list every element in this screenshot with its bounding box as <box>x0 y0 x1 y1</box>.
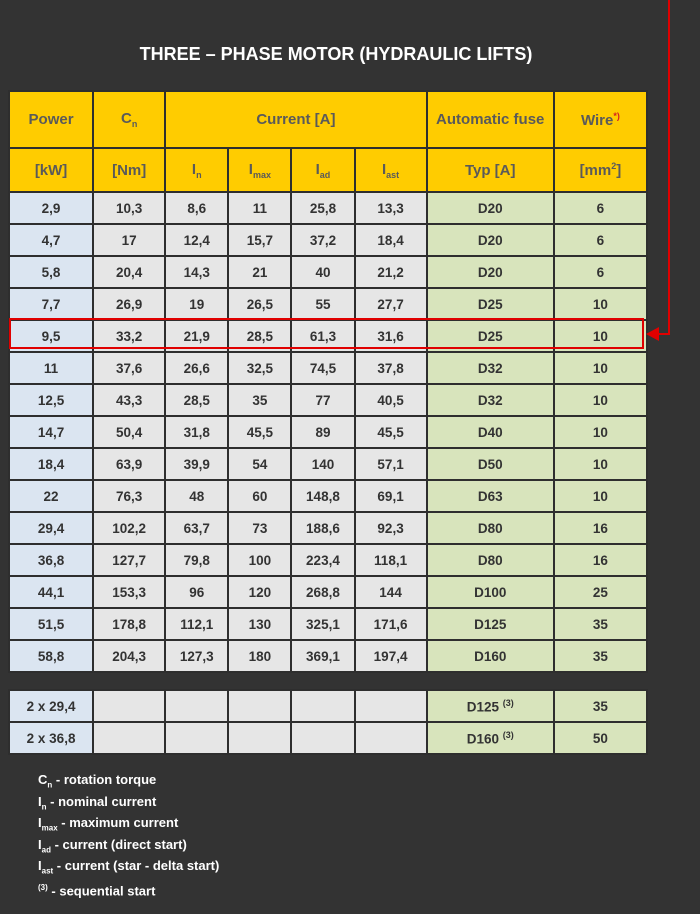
cell-imax: 120 <box>228 576 291 608</box>
cell-iast: 21,2 <box>355 256 427 288</box>
cell-wire: 35 <box>554 640 647 672</box>
cell-wire: 16 <box>554 512 647 544</box>
cell-imax: 54 <box>228 448 291 480</box>
cell-iast: 45,5 <box>355 416 427 448</box>
cell-imax: 45,5 <box>228 416 291 448</box>
cell-iad: 148,8 <box>291 480 354 512</box>
cell-fuse: D160 $^{(3)}$ <box>427 722 554 754</box>
cell-imax: 35 <box>228 384 291 416</box>
cell-iast: 197,4 <box>355 640 427 672</box>
cell-power: 2 x 29,4 <box>9 690 93 722</box>
table-row <box>9 384 647 416</box>
cell-fuse: D80 <box>427 512 554 544</box>
cell-wire: 10 <box>554 480 647 512</box>
spacer-row <box>9 672 647 690</box>
cell-cn: 76,3 <box>93 480 165 512</box>
cell-iad: 61,3 <box>291 320 354 352</box>
cell-in: 63,7 <box>165 512 228 544</box>
cell-wire: 16 <box>554 544 647 576</box>
cell-empty <box>165 722 228 754</box>
cell-cn: 43,3 <box>93 384 165 416</box>
cell-iast: 171,6 <box>355 608 427 640</box>
table-row <box>9 288 647 320</box>
table-row <box>9 416 647 448</box>
cell-wire: 35 <box>554 690 647 722</box>
header-cn: $C_n$ <box>93 91 165 148</box>
cell-power: 2 x 36,8 <box>9 722 93 754</box>
header-automatic-fuse: Automatic fuse <box>427 91 554 148</box>
cell-imax: 130 <box>228 608 291 640</box>
cell-wire: 6 <box>554 256 647 288</box>
header-wire: Wire*) <box>554 91 647 148</box>
cell-iad: 223,4 <box>291 544 354 576</box>
cell-in: 31,8 <box>165 416 228 448</box>
cell-iad: 325,1 <box>291 608 354 640</box>
cell-power: 22 <box>9 480 93 512</box>
cell-fuse: D125 $^{(3)}$ <box>427 690 554 722</box>
table-row <box>9 544 647 576</box>
cell-cn: 127,7 <box>93 544 165 576</box>
cell-empty <box>355 722 427 754</box>
header-in: $I_n$ <box>165 148 228 192</box>
cell-wire: 35 <box>554 608 647 640</box>
cell-in: 12,4 <box>165 224 228 256</box>
cell-wire: 6 <box>554 192 647 224</box>
header-current: Current [A] <box>165 91 426 148</box>
cell-wire: 10 <box>554 448 647 480</box>
cell-iad: 188,6 <box>291 512 354 544</box>
cell-cn: 33,2 <box>93 320 165 352</box>
table-row-dual-motor <box>9 690 647 722</box>
cell-iad: 140 <box>291 448 354 480</box>
cell-in: 14,3 <box>165 256 228 288</box>
pointer-arrow-line <box>668 0 670 335</box>
legend-item: $I_n$ - nominal current <box>38 793 157 812</box>
header-iad: $I_{ad}$ <box>291 148 354 192</box>
cell-fuse: D20 <box>427 256 554 288</box>
table-row <box>9 480 647 512</box>
cell-power: 2,9 <box>9 192 93 224</box>
header-power: Power <box>9 91 93 148</box>
cell-power: 9,5 <box>9 320 93 352</box>
legend-item: $C_n$ - rotation torque <box>38 772 157 790</box>
cell-cn: 50,4 <box>93 416 165 448</box>
header-unit-nm: [Nm] <box>93 148 165 192</box>
header-row-2 <box>9 148 647 192</box>
cell-empty <box>355 690 427 722</box>
legend <box>38 772 219 899</box>
cell-iast: 13,3 <box>355 192 427 224</box>
cell-iad: 55 <box>291 288 354 320</box>
cell-empty <box>93 722 165 754</box>
cell-in: 26,6 <box>165 352 228 384</box>
cell-wire: 50 <box>554 722 647 754</box>
cell-power: 36,8 <box>9 544 93 576</box>
cell-fuse: D40 <box>427 416 554 448</box>
cell-in: 21,9 <box>165 320 228 352</box>
cell-in: 96 <box>165 576 228 608</box>
table-row <box>9 192 647 224</box>
cell-cn: 17 <box>93 224 165 256</box>
cell-wire: 10 <box>554 416 647 448</box>
table-row <box>9 256 647 288</box>
cell-power: 12,5 <box>9 384 93 416</box>
pointer-arrow-connector <box>658 333 670 335</box>
table-row <box>9 320 647 352</box>
cell-iast: 18,4 <box>355 224 427 256</box>
cell-iast: 40,5 <box>355 384 427 416</box>
cell-iad: 40 <box>291 256 354 288</box>
cell-iad: 89 <box>291 416 354 448</box>
cell-cn: 153,3 <box>93 576 165 608</box>
header-unit-kw: [kW] <box>9 148 93 192</box>
cell-iast: 118,1 <box>355 544 427 576</box>
cell-iad: 74,5 <box>291 352 354 384</box>
cell-iad: 268,8 <box>291 576 354 608</box>
cell-cn: 204,3 <box>93 640 165 672</box>
cell-empty <box>93 690 165 722</box>
cell-fuse: D20 <box>427 224 554 256</box>
cell-in: 19 <box>165 288 228 320</box>
table-row <box>9 512 647 544</box>
cell-fuse: D63 <box>427 480 554 512</box>
cell-iad: 37,2 <box>291 224 354 256</box>
cell-fuse: D32 <box>427 384 554 416</box>
cell-in: 8,6 <box>165 192 228 224</box>
cell-fuse: D25 <box>427 320 554 352</box>
cell-cn: 10,3 <box>93 192 165 224</box>
legend-item: $^{(3)}$ - sequential start <box>38 882 156 899</box>
cell-imax: 26,5 <box>228 288 291 320</box>
table-row <box>9 224 647 256</box>
cell-cn: 26,9 <box>93 288 165 320</box>
cell-imax: 60 <box>228 480 291 512</box>
cell-power: 4,7 <box>9 224 93 256</box>
cell-in: 112,1 <box>165 608 228 640</box>
table-row-dual-motor <box>9 722 647 754</box>
legend-item: $I_{ast}$ - current (star - delta start) <box>38 858 220 876</box>
cell-empty <box>228 722 291 754</box>
cell-imax: 100 <box>228 544 291 576</box>
cell-iad: 77 <box>291 384 354 416</box>
cell-power: 44,1 <box>9 576 93 608</box>
cell-cn: 102,2 <box>93 512 165 544</box>
cell-fuse: D50 <box>427 448 554 480</box>
table-row <box>9 448 647 480</box>
cell-fuse: D100 <box>427 576 554 608</box>
cell-power: 14,7 <box>9 416 93 448</box>
cell-fuse: D160 <box>427 640 554 672</box>
table-row <box>9 640 647 672</box>
cell-in: 48 <box>165 480 228 512</box>
cell-empty <box>165 690 228 722</box>
cell-power: 7,7 <box>9 288 93 320</box>
cell-in: 127,3 <box>165 640 228 672</box>
cell-power: 11 <box>9 352 93 384</box>
header-imax: $I_{max}$ <box>228 148 291 192</box>
cell-iast: 31,6 <box>355 320 427 352</box>
cell-iast: 144 <box>355 576 427 608</box>
cell-wire: 10 <box>554 288 647 320</box>
cell-cn: 63,9 <box>93 448 165 480</box>
cell-fuse: D125 <box>427 608 554 640</box>
cell-empty <box>291 722 354 754</box>
cell-iast: 92,3 <box>355 512 427 544</box>
cell-imax: 11 <box>228 192 291 224</box>
cell-fuse: D32 <box>427 352 554 384</box>
cell-imax: 32,5 <box>228 352 291 384</box>
header-iast: $I_{ast}$ <box>355 148 427 192</box>
cell-fuse: D20 <box>427 192 554 224</box>
cell-cn: 178,8 <box>93 608 165 640</box>
cell-in: 28,5 <box>165 384 228 416</box>
cell-imax: 21 <box>228 256 291 288</box>
cell-power: 51,5 <box>9 608 93 640</box>
header-mm2: $[mm^2]$ <box>554 148 647 192</box>
cell-iad: 369,1 <box>291 640 354 672</box>
cell-in: 79,8 <box>165 544 228 576</box>
cell-cn: 37,6 <box>93 352 165 384</box>
cell-fuse: D25 <box>427 288 554 320</box>
cell-iast: 37,8 <box>355 352 427 384</box>
cell-power: 5,8 <box>9 256 93 288</box>
cell-fuse: D80 <box>427 544 554 576</box>
cell-empty <box>291 690 354 722</box>
legend-item: $I_{ad}$ - current (direct start) <box>38 836 187 855</box>
header-row-1 <box>9 91 647 148</box>
cell-wire: 10 <box>554 320 647 352</box>
legend-item: $I_{max}$ - maximum current <box>38 815 179 833</box>
cell-wire: 10 <box>554 352 647 384</box>
cell-empty <box>228 690 291 722</box>
cell-power: 58,8 <box>9 640 93 672</box>
cell-imax: 15,7 <box>228 224 291 256</box>
cell-imax: 73 <box>228 512 291 544</box>
cell-imax: 180 <box>228 640 291 672</box>
cell-iast: 57,1 <box>355 448 427 480</box>
cell-power: 29,4 <box>9 512 93 544</box>
cell-wire: 25 <box>554 576 647 608</box>
table-row <box>9 608 647 640</box>
cell-iast: 27,7 <box>355 288 427 320</box>
cell-wire: 6 <box>554 224 647 256</box>
header-typ: Typ [A] <box>427 148 554 192</box>
cell-cn: 20,4 <box>93 256 165 288</box>
cell-wire: 10 <box>554 384 647 416</box>
table-row <box>9 576 647 608</box>
table-row <box>9 352 647 384</box>
page-title: THREE – PHASE MOTOR (HYDRAULIC LIFTS) <box>139 44 533 64</box>
pointer-arrow-icon <box>646 327 659 341</box>
cell-in: 39,9 <box>165 448 228 480</box>
cell-iast: 69,1 <box>355 480 427 512</box>
cell-imax: 28,5 <box>228 320 291 352</box>
cell-iad: 25,8 <box>291 192 354 224</box>
cell-power: 18,4 <box>9 448 93 480</box>
motor-table <box>8 90 648 755</box>
